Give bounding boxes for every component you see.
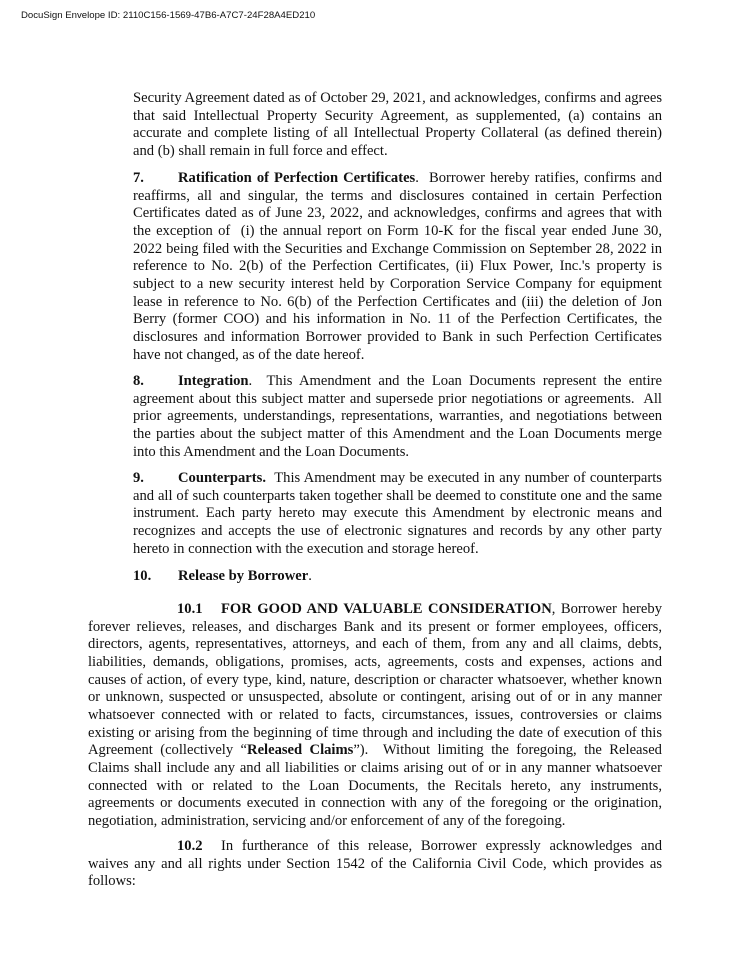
subsection-number: 10.2 — [177, 838, 203, 854]
section-8-paragraph — [133, 373, 666, 461]
section-title-suffix: . — [248, 373, 253, 389]
subsection-number: 10.1 — [177, 601, 203, 617]
section-body: This Amendment may be executed in any number of counterparts and all of such counterparts taken together shall be deemed to constitute one and the same instrument. Each party hereto may execute this Amendment by electronic means and recognizes and accepts the use of electronic signatures and records by any other party hereto in connection with the execution and storage hereof. — [133, 470, 666, 557]
intro-paragraph: Security Agreement dated as of October 29, 2021, and acknowledges, confirms and agrees that said Intellectual Property Security Agreement, as supplemented, (a) contains an accurate and complete listing of all Intellectual Property Collateral (as defined therein) and (b) shall remain in full force and effect. — [133, 90, 662, 159]
section-title: Counterparts. — [178, 470, 266, 486]
section-title: Release by Borrower — [178, 568, 309, 584]
section-body: Borrower hereby ratifies, confirms and reaffirms, all and singular, the terms and disclosures contained in certain Perfection Certificates dated as of June 23, 2022, and acknowledges, confirms and agrees that with the exception of (i) the annual report on Form 10-K for the fiscal year ended June 30, 2022 being filed with the Securities and Exchange Commission on September 28, 2022 in reference to No. 2(b) of the Perfection Certificates, (ii) Flux Power, Inc.'s property is subject to a new security interest held by Corporation Service Company for equipment lease in reference to No. 6(b) of the Perfection Certificates and (iii) the deletion of Jon Berry (former COO) and his information in No. 11 of the Perfection Certificates, the disclosures and information Borrower provided to Bank in such Perfection Certificates have not changed, as of the date hereof. — [133, 170, 666, 363]
subsection-10-2-paragraph — [88, 838, 662, 891]
docusign-envelope-id: DocuSign Envelope ID: 2110C156-1569-47B6-A7C7-24F28A4ED210 — [21, 10, 316, 21]
section-number: 9. — [133, 470, 144, 486]
subsection-body: In furtherance of this release, Borrower expressly acknowledges and waives any and all rights under Section 1542 of the California Civil Code, which provides as follows: — [88, 838, 662, 890]
section-title-suffix: . — [415, 170, 419, 186]
defined-term: Released Claims — [247, 742, 354, 759]
section-title-suffix: . — [308, 568, 312, 584]
subsection-body-continued: ”). Without limiting the foregoing, the Released Claims shall include any and all liabilities or claims arising out of or in any manner whatsoever connected with or related to the Loan Documents, the Recitals hereto, any instruments, agreements or documents executed in connection with any of the foregoing or the origination, negotiation, administration, servicing and/or enforcement of any of the foregoing. — [88, 742, 666, 829]
section-number: 8. — [133, 373, 144, 389]
subsection-body: , Borrower hereby forever relieves, releases, and discharges Bank and its present or former employees, officers, directors, agents, representatives, attorneys, and each of them, from any and all claims, debts, liabilities, demands, obligations, promises, acts, agreements, costs and expenses, actions and causes of action, of every type, kind, nature, description or character whatsoever, whether known or unknown, suspected or unsuspected, absolute or contingent, arising out of or in any manner whatsoever connected with or related to facts, circumstances, issues, controversies or claims existing or arising from the beginning of time through and including the date of execution of this Agreement (collectively “ — [88, 601, 662, 759]
subsection-title: FOR GOOD AND VALUABLE CONSIDERATION — [221, 601, 552, 617]
section-title: Ratification of Perfection Certificates — [178, 170, 416, 186]
section-title: Integration — [178, 373, 249, 389]
section-body: This Amendment and the Loan Documents represent the entire agreement about this subject matter and supersede prior negotiations or agreements. All prior agreements, understandings, representations, warranties, and negotiations between the parties about the subject matter of this Amendment and the Loan Documents merge into this Amendment and the Loan Documents. — [133, 373, 666, 460]
section-7-paragraph — [133, 170, 666, 364]
section-10-heading — [133, 568, 662, 586]
section-number: 7. — [133, 170, 144, 186]
section-number: 10. — [133, 568, 152, 584]
subsection-10-1-paragraph — [88, 601, 666, 831]
section-9-paragraph — [133, 470, 666, 558]
